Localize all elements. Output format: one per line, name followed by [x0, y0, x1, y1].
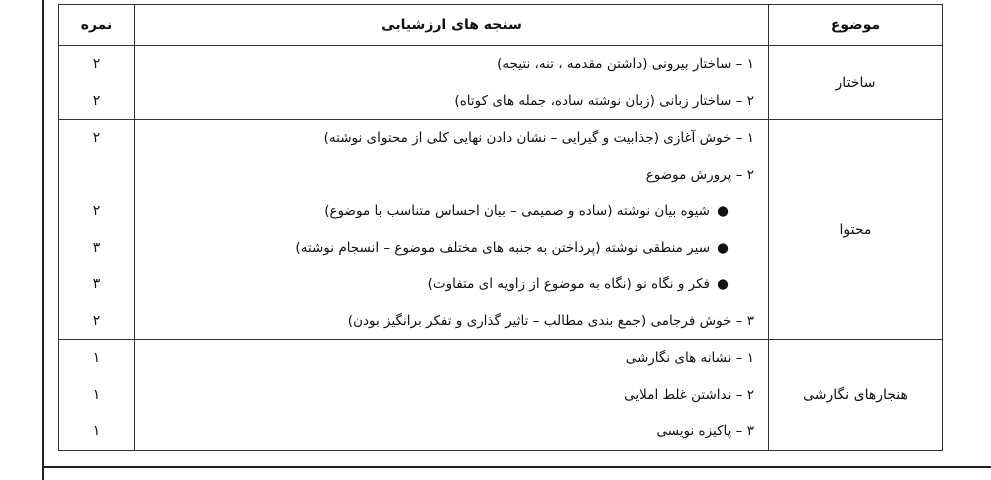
score-value: ۲: [92, 92, 101, 109]
page-bottom-border: [42, 466, 991, 468]
topic-content: محتوا: [769, 120, 943, 340]
criterion-line: ۳ – خوش فرجامی (جمع بندی مطالب – تاثیر گذاری و تفکر برانگیز بودن): [347, 312, 754, 329]
criterion-subitem: [135, 193, 768, 230]
score-value: ۱: [92, 386, 101, 403]
section-structure: [59, 46, 943, 120]
section-writing-norms: [59, 340, 943, 451]
page-left-border: [42, 0, 44, 480]
score-value: ۳: [92, 276, 101, 292]
criterion-subitem-text: فکر و نگاه نو (نگاه به موضوع از زاویه ای متفاوت): [427, 276, 710, 292]
bullet-icon: ●: [717, 203, 729, 219]
criterion-line: ۲ – ساختار زبانی (زبان نوشته ساده، جمله های کوتاه): [454, 92, 754, 109]
assessment-rubric-table: [58, 4, 943, 451]
header-criteria: سنجه های ارزشیابی: [135, 5, 769, 46]
score-value: ۲: [92, 130, 101, 146]
score-value: ۱: [92, 350, 101, 366]
criterion-line: ۱ – ساختار بیرونی (داشتن مقدمه ، تنه، نتیجه): [497, 56, 754, 72]
score-value: ۲: [92, 312, 101, 329]
score-value: [59, 157, 134, 194]
criteria-cell-structure: [135, 46, 769, 120]
criterion-line: ۳ – پاکیزه نویسی: [656, 423, 754, 439]
score-cell-structure: [59, 46, 135, 120]
criteria-cell-writing-norms: [135, 340, 769, 451]
score-value: ۲: [92, 56, 101, 72]
criteria-cell-content: [135, 120, 769, 340]
header-row: [59, 5, 943, 46]
score-cell-content: [59, 120, 135, 340]
criterion-line: ۲ – نداشتن غلط املایی: [624, 386, 754, 403]
criterion-subitem: [135, 266, 768, 303]
score-cell-writing-norms: [59, 340, 135, 451]
score-value: ۲: [92, 203, 101, 219]
criterion-line: ۱ – خوش آغازی (جذابیت و گیرایی – نشان دادن نهایی کلی از محتوای نوشته): [323, 130, 754, 146]
header-topic: موضوع: [769, 5, 943, 46]
criterion-line: ۲ – پرورش موضوع: [645, 166, 754, 183]
topic-writing-norms: هنجارهای نگارشی: [769, 340, 943, 451]
section-content: [59, 120, 943, 340]
bullet-icon: ●: [717, 276, 729, 292]
score-value: ۳: [92, 239, 101, 256]
criterion-subitem-text: سیر منطقی نوشته (پرداختن به جنبه های مختلف موضوع – انسجام نوشته): [295, 239, 710, 256]
criterion-subitem-text: شیوه بیان نوشته (ساده و صمیمی – بیان احساس متناسب با موضوع): [324, 203, 710, 219]
criterion-line: ۱ – نشانه های نگارشی: [625, 350, 754, 366]
criterion-subitem: [135, 230, 768, 267]
topic-structure: ساختار: [769, 46, 943, 120]
bullet-icon: ●: [717, 239, 729, 256]
score-value: ۱: [92, 423, 101, 439]
header-score: نمره: [59, 5, 135, 46]
